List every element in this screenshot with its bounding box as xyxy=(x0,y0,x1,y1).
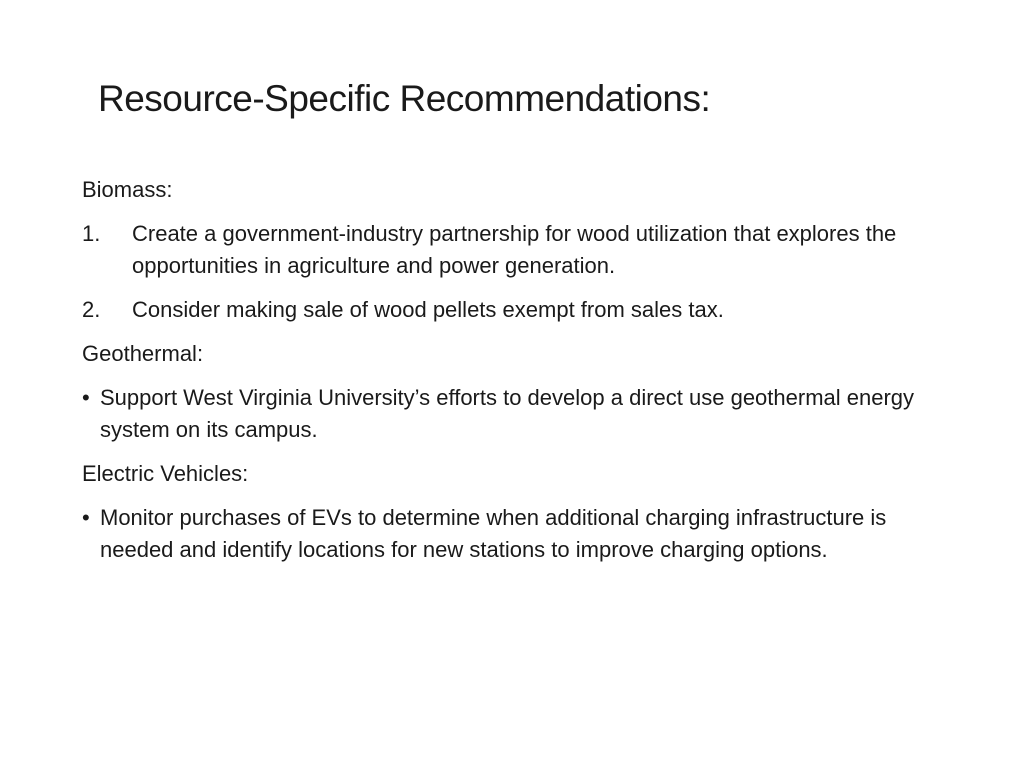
list-number: 2. xyxy=(82,297,101,322)
section-heading-biomass: Biomass: xyxy=(82,177,173,202)
section-heading-electric-vehicles: Electric Vehicles: xyxy=(82,461,249,486)
list-item-text: Create a government-industry partnership for wood utilization that explores the opportunities in agriculture and power generation. xyxy=(132,221,897,278)
list-item xyxy=(82,294,962,326)
slide-title: Resource-Specific Recommendations: xyxy=(98,78,711,119)
slide-body xyxy=(82,174,962,578)
list-item-text: Consider making sale of wood pellets exempt from sales tax. xyxy=(132,297,724,322)
list-item xyxy=(82,502,962,566)
list-number: 1. xyxy=(82,221,101,246)
list-item-text: Support West Virginia University’s efforts to develop a direct use geothermal energy system on its campus. xyxy=(100,385,915,442)
section-heading-geothermal: Geothermal: xyxy=(82,341,204,366)
bullet-icon: • xyxy=(82,505,90,530)
list-item-text: Monitor purchases of EVs to determine when additional charging infrastructure is needed and identify locations for new stations to improve charging options. xyxy=(100,505,887,562)
bullet-icon: • xyxy=(82,385,90,410)
list-item xyxy=(82,382,962,446)
list-item xyxy=(82,218,962,282)
